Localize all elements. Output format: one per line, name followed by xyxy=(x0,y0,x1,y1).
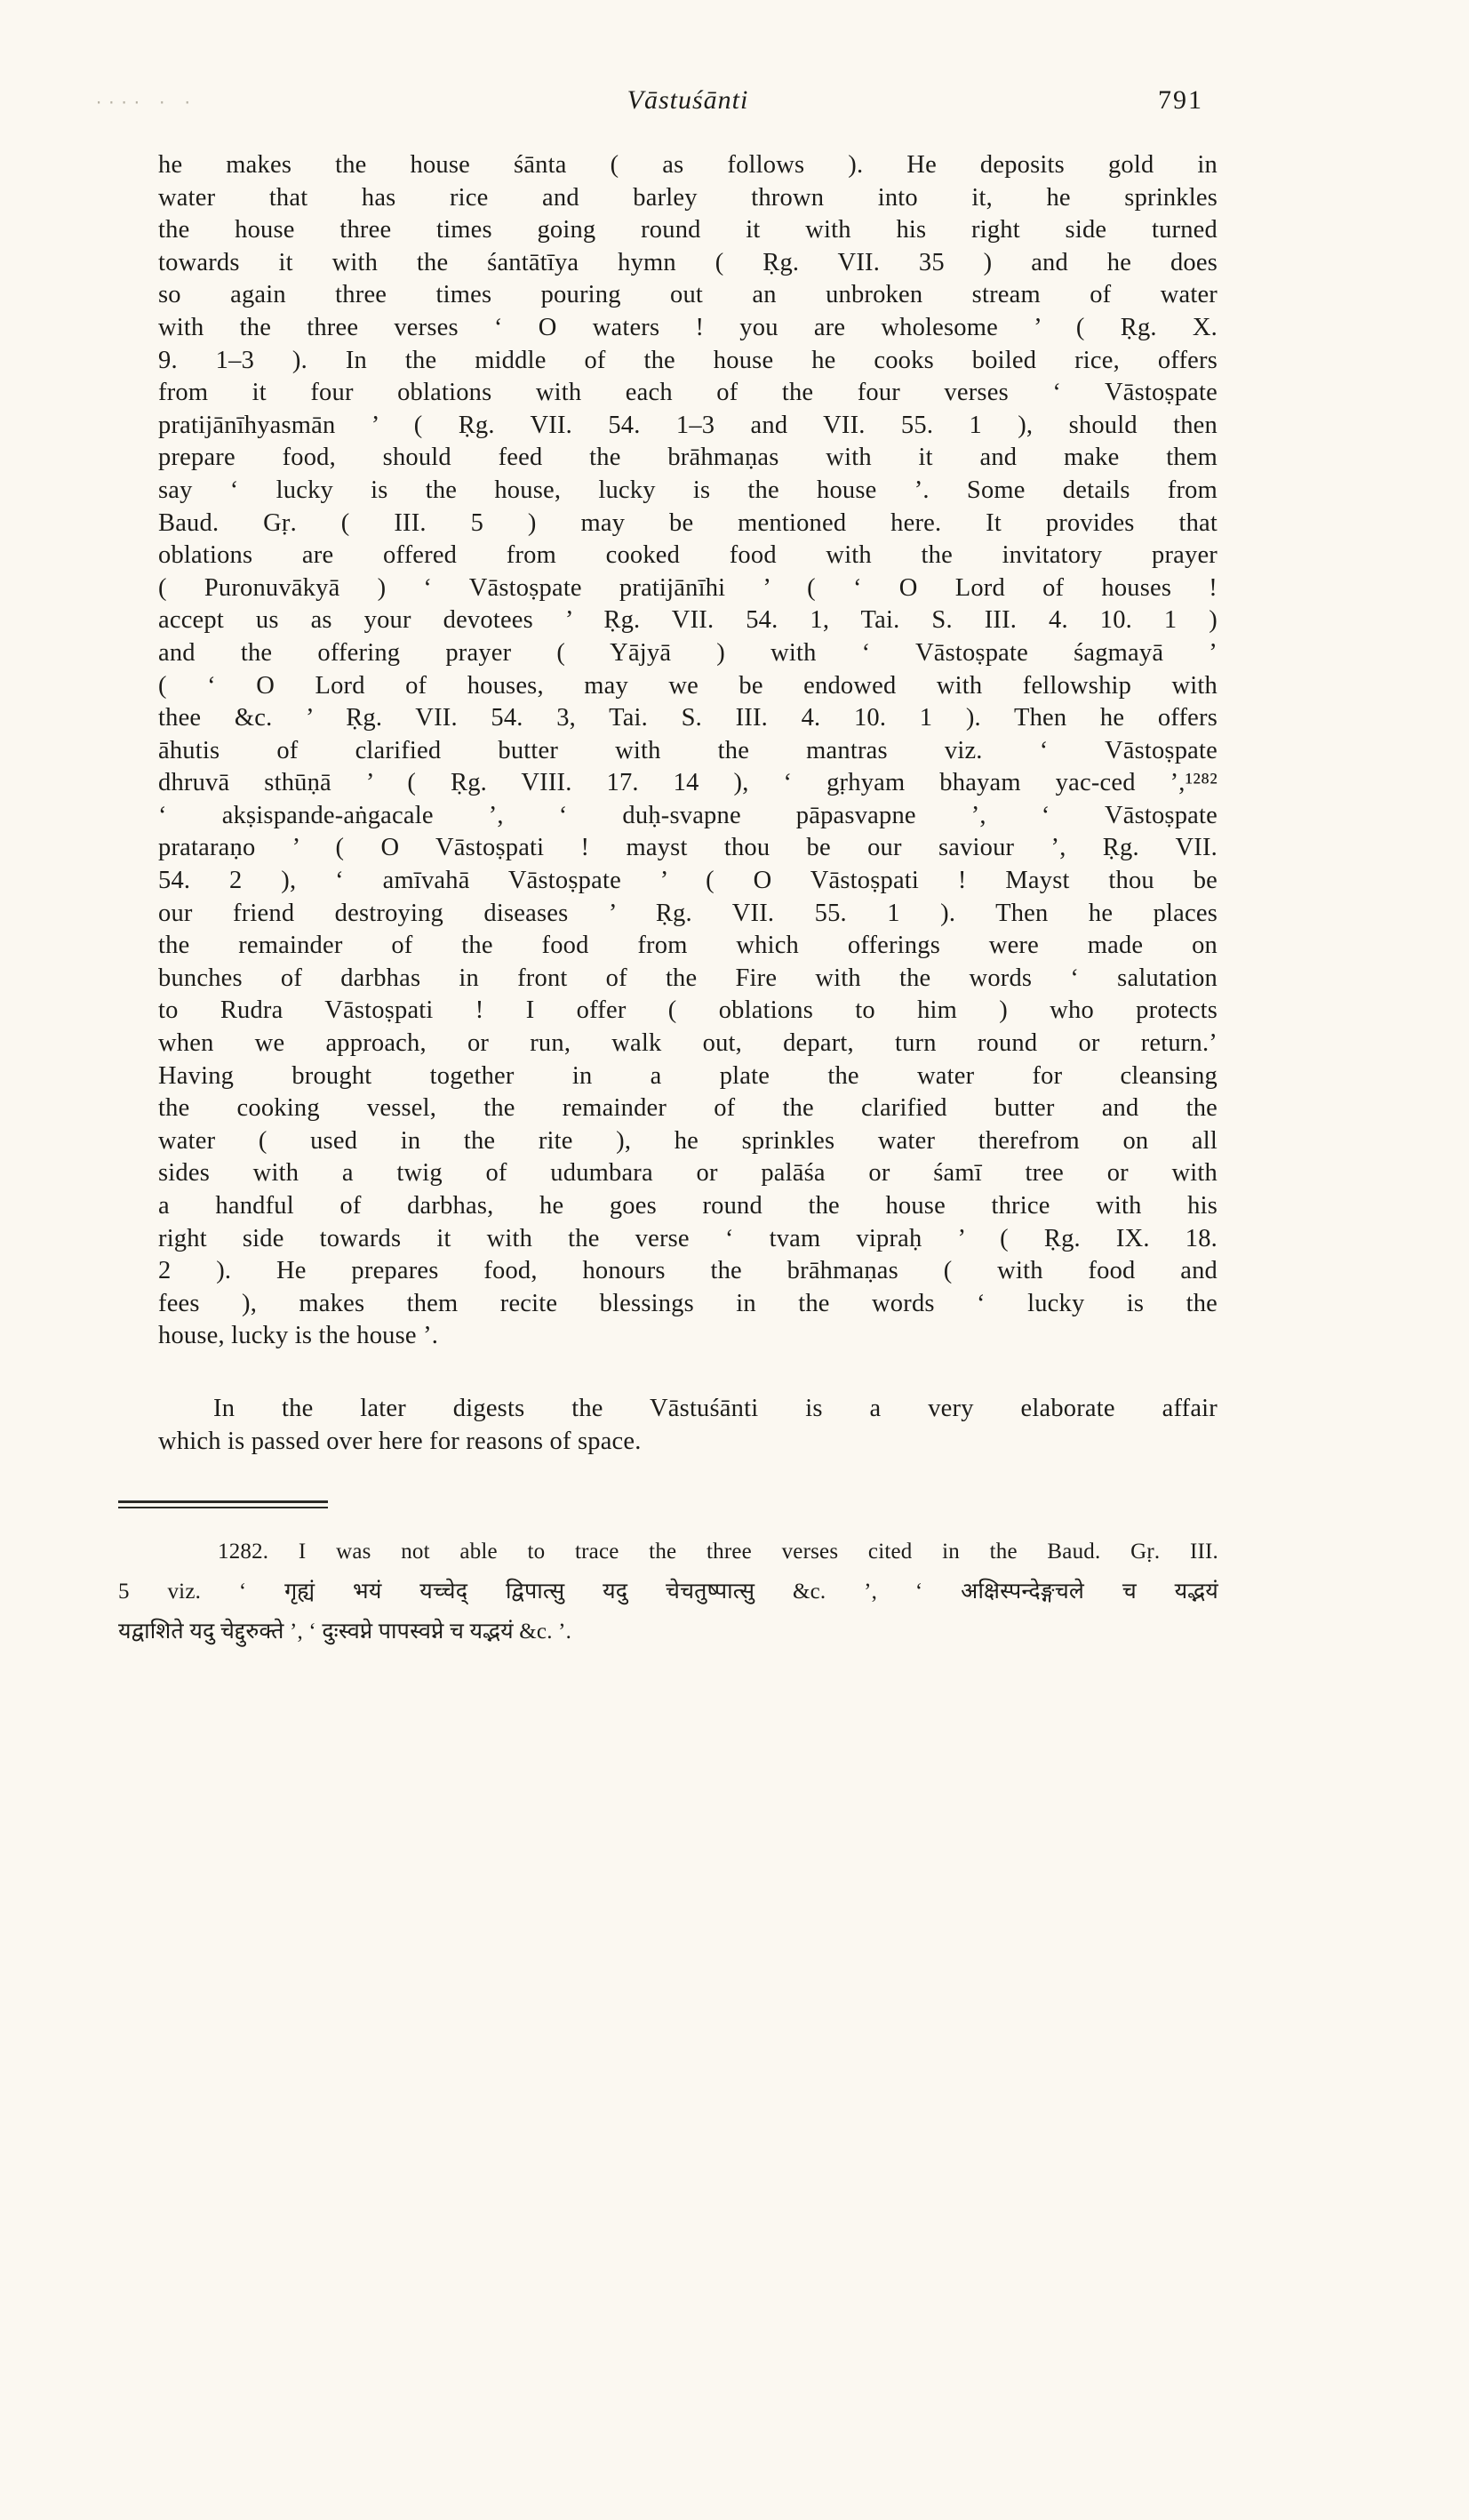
body-text-line: accept us as your devotees ’ Ṛg. VII. 54. 1, Tai. S. III. 4. 10. 1 ) xyxy=(158,606,1218,635)
body-text-line: a handful of darbhas, he goes round the house thrice with his xyxy=(158,1192,1218,1220)
body-text-line: ( Puronuvākyā ) ‘ Vāstoṣpate pratijānīhi ’ ( ‘ O Lord of houses ! xyxy=(158,573,1218,602)
body-text-line: āhutis of clarified butter with the mantras viz. ‘ Vāstoṣpate xyxy=(158,736,1218,764)
page-number: 791 xyxy=(1158,85,1203,115)
body-text-line: so again three times pouring out an unbroken stream of water xyxy=(158,281,1218,309)
footnote-block xyxy=(118,1532,1218,1652)
closing-text-line: In the later digests the Vāstuśānti is a very elaborate affair xyxy=(213,1394,1218,1422)
body-text-line: say ‘ lucky is the house, lucky is the house ’. Some details from xyxy=(158,476,1218,504)
body-text-line: he makes the house śānta ( as follows ). He deposits gold in xyxy=(158,151,1218,179)
body-text-line: the cooking vessel, the remainder of the clarified butter and the xyxy=(158,1094,1218,1123)
body-text-line: fees ), makes them recite blessings in the words ‘ lucky is the xyxy=(158,1289,1218,1317)
body-text-line: with the three verses ‘ O waters ! you are wholesome ’ ( Ṛg. X. xyxy=(158,313,1218,341)
body-text-line: and the offering prayer ( Yājyā ) with ‘ Vāstoṣpate śagmayā ’ xyxy=(158,638,1218,667)
scan-artifact: ···· · · xyxy=(94,94,196,112)
body-text-line: bunches of darbhas in front of the Fire with the words ‘ salutation xyxy=(158,964,1218,992)
body-text-line: 54. 2 ), ‘ amīvahā Vāstoṣpate ’ ( O Vāstoṣpati ! Mayst thou be xyxy=(158,867,1218,895)
body-text-line: towards it with the śantātīya hymn ( Ṛg. VII. 35 ) and he does xyxy=(158,248,1218,276)
body-text-line: the house three times going round it with his right side turned xyxy=(158,216,1218,244)
body-text-line: our friend destroying diseases ’ Ṛg. VII. 55. 1 ). Then he places xyxy=(158,899,1218,927)
body-text-line: to Rudra Vāstoṣpati ! I offer ( oblations to him ) who protects xyxy=(158,996,1218,1025)
body-text-line: oblations are offered from cooked food with the invitatory prayer xyxy=(158,541,1218,570)
body-text-line: prepare food, should feed the brāhmaṇas with it and make them xyxy=(158,444,1218,472)
body-text-line: prataraṇo ’ ( O Vāstoṣpati ! mayst thou be our saviour ’, Ṛg. VII. xyxy=(158,834,1218,862)
body-text-line: sides with a twig of udumbara or palāśa or śamī tree or with xyxy=(158,1159,1218,1188)
body-text-line: from it four oblations with each of the four verses ‘ Vāstoṣpate xyxy=(158,379,1218,407)
main-paragraph xyxy=(158,149,1218,1353)
running-title: Vāstuśānti xyxy=(627,85,749,115)
page-header xyxy=(94,85,1218,126)
page-content xyxy=(94,85,1218,1652)
body-text-line: ( ‘ O Lord of houses, may we be endowed with fellowship with xyxy=(158,671,1218,700)
footnote-separator-rule xyxy=(118,1500,328,1508)
body-text-line: 9. 1–3 ). In the middle of the house he cooks boiled rice, offers xyxy=(158,346,1218,374)
body-text-line: the remainder of the food from which offerings were made on xyxy=(158,932,1218,960)
footnote-text-line: 1282. I was not able to trace the three verses cited in the Baud. Gṛ. III. xyxy=(218,1539,1218,1564)
body-text-line: ‘ akṣispande-aṅgacale ’, ‘ duḥ-svapne pāpasvapne ’, ‘ Vāstoṣpate xyxy=(158,801,1218,829)
body-text-line: pratijānīhyasmān ’ ( Ṛg. VII. 54. 1–3 and VII. 55. 1 ), should then xyxy=(158,411,1218,439)
body-text-line: when we approach, or run, walk out, depart, turn round or return.’ xyxy=(158,1029,1218,1058)
closing-paragraph xyxy=(158,1392,1218,1458)
footnote-text-line: यद्वाशिते यदु चेद्दुरुक्ते ’, ‘ दुःस्वप्ने पापस्वप्ने च यद्भयं &c. ’. xyxy=(118,1619,572,1644)
footnote-text-line: 5 viz. ‘ गृह्यं भयं यच्चेद् द्विपात्सु यदु चेचतुष्पात्सु &c. ’, ‘ अक्षिस्पन्देङ्गचले च यद्भयं xyxy=(118,1579,1218,1604)
body-text-line: water that has rice and barley thrown into it, he sprinkles xyxy=(158,183,1218,212)
body-text-line: thee &c. ’ Ṛg. VII. 54. 3, Tai. S. III. 4. 10. 1 ). Then he offers xyxy=(158,704,1218,732)
body-text-line: right side towards it with the verse ‘ tvam vipraḥ ’ ( Ṛg. IX. 18. xyxy=(158,1224,1218,1252)
closing-text-line: which is passed over here for reasons of space. xyxy=(158,1427,642,1455)
body-text-line: water ( used in the rite ), he sprinkles water therefrom on all xyxy=(158,1126,1218,1155)
body-text-line: 2 ). He prepares food, honours the brāhmaṇas ( with food and xyxy=(158,1257,1218,1285)
body-text-line: dhruvā sthūṇā ’ ( Ṛg. VIII. 17. 14 ), ‘ gṛhyam bhayam yac-ced ’,¹²⁸² xyxy=(158,769,1218,797)
body-text-line: house, lucky is the house ’. xyxy=(158,1322,439,1350)
body-text-line: Baud. Gṛ. ( III. 5 ) may be mentioned here. It provides that xyxy=(158,508,1218,537)
body-text-line: Having brought together in a plate the water for cleansing xyxy=(158,1061,1218,1090)
